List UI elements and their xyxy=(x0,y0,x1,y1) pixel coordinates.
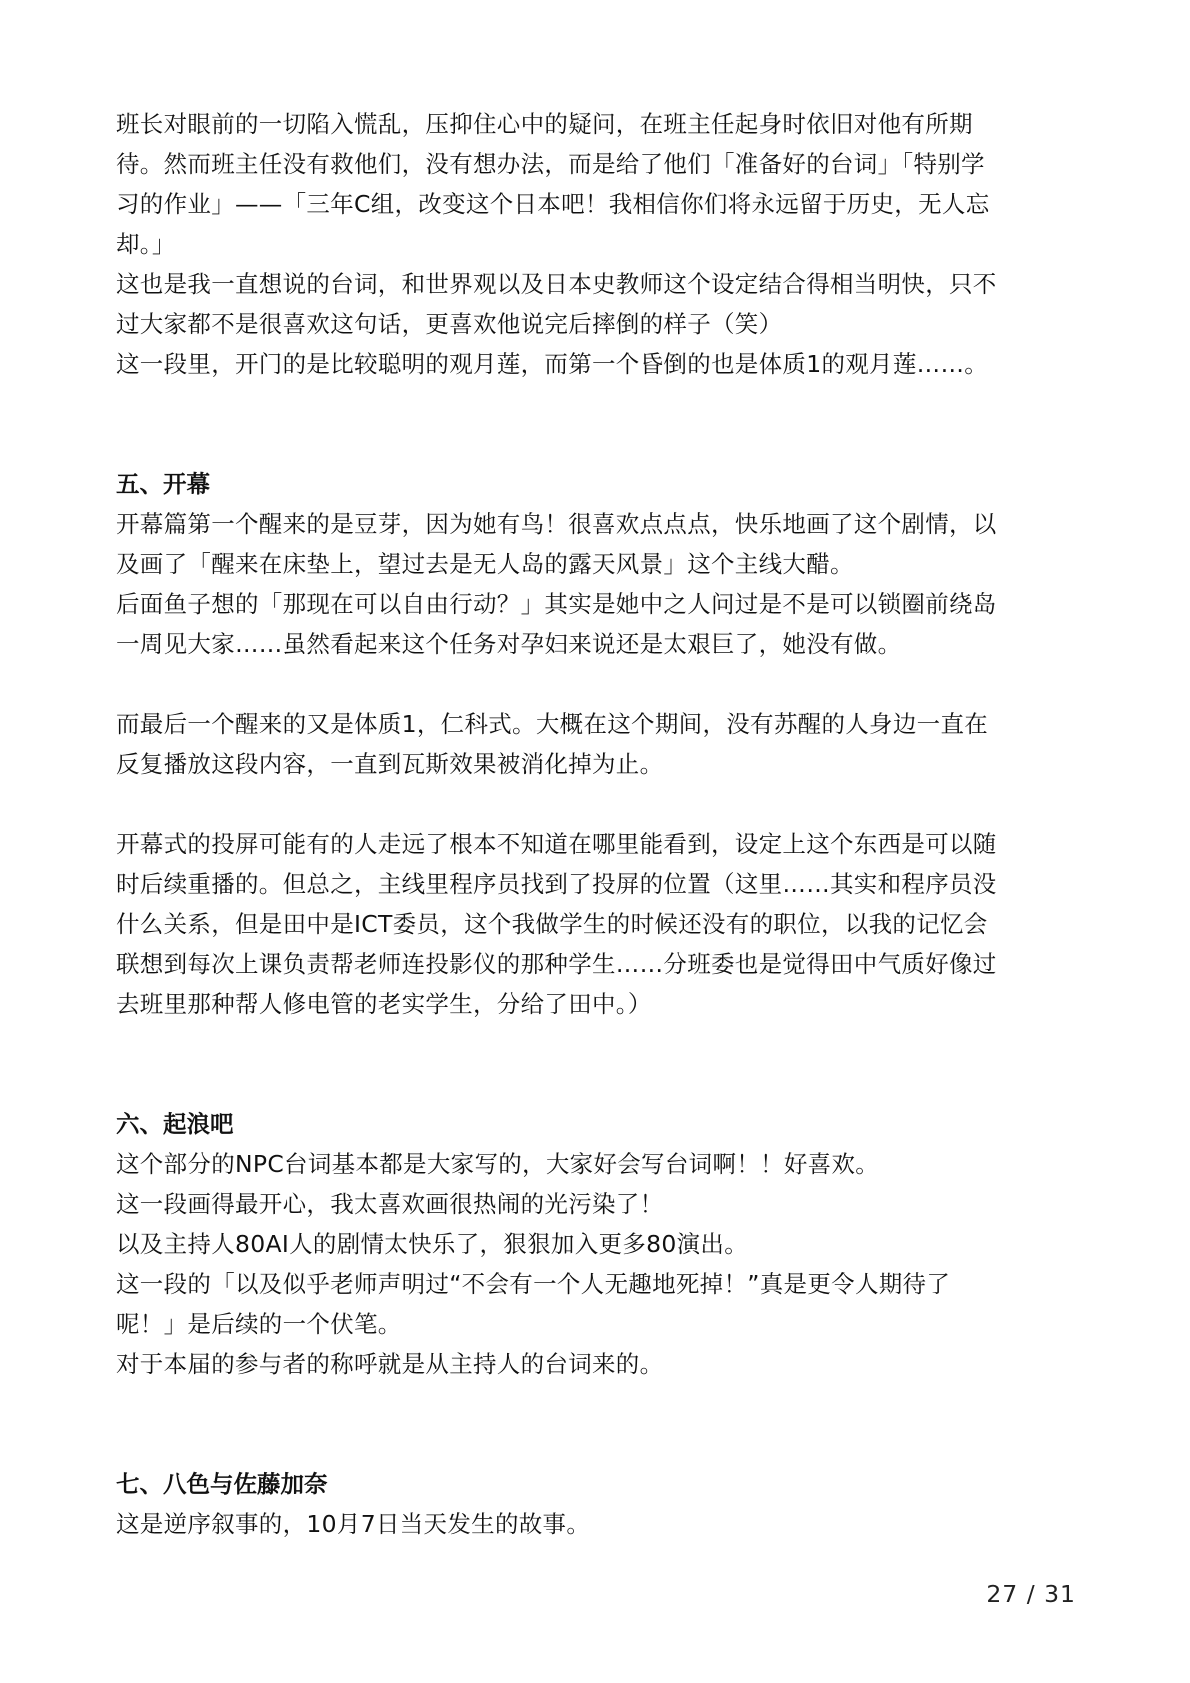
intro-block xyxy=(116,104,1076,384)
text-line: 去班里那种帮人修电管的老实学生，分给了田中。） xyxy=(116,990,652,1018)
text-line: 这也是我一直想说的台词，和世界观以及日本史教师这个设定结合得相当明快，只不 xyxy=(116,270,997,298)
text-line: 及画了「醒来在床垫上，望过去是无人岛的露天风景」这个主线大醋。 xyxy=(116,550,854,578)
text-line: 开幕篇第一个醒来的是豆芽，因为她有鸟！很喜欢点点点，快乐地画了这个剧情，以 xyxy=(116,510,997,538)
section-7 xyxy=(116,1464,1076,1544)
text-line: 什么关系，但是田中是ICT委员，这个我做学生的时候还没有的职位，以我的记忆会 xyxy=(116,910,988,938)
text-line: 却。」 xyxy=(116,230,176,258)
text-line: 开幕式的投屏可能有的人走远了根本不知道在哪里能看到，设定上这个东西是可以随 xyxy=(116,830,997,858)
text-line: 这一段画得最开心，我太喜欢画很热闹的光污染了！ xyxy=(116,1190,664,1218)
document-page xyxy=(116,104,1076,1544)
text-line: 一周见大家……虽然看起来这个任务对孕妇来说还是太艰巨了，她没有做。 xyxy=(116,630,902,658)
page-number: 27 / 31 xyxy=(986,1580,1076,1608)
text-line: 后面鱼子想的「那现在可以自由行动？」其实是她中之人问过是不是可以锁圈前绕岛 xyxy=(116,590,997,618)
text-line: 这个部分的NPC台词基本都是大家写的，大家好会写台词啊！！好喜欢。 xyxy=(116,1150,880,1178)
text-line: 而最后一个醒来的又是体质1，仁科式。大概在这个期间，没有苏醒的人身边一直在 xyxy=(116,710,989,738)
text-line: 联想到每次上课负责帮老师连投影仪的那种学生……分班委也是觉得田中气质好像过 xyxy=(116,950,997,978)
text-line: 时后续重播的。但总之，主线里程序员找到了投屏的位置（这里……其实和程序员没 xyxy=(116,870,997,898)
text-line: 这一段的「以及似乎老师声明过“不会有一个人无趣地死掉！”真是更令人期待了 xyxy=(116,1270,951,1298)
text-line: 待。然而班主任没有救他们，没有想办法，而是给了他们「准备好的台词」「特别学 xyxy=(116,150,985,178)
text-line: 这是逆序叙事的，10月7日当天发生的故事。 xyxy=(116,1510,591,1538)
section-6 xyxy=(116,1104,1076,1384)
text-line: 这一段里，开门的是比较聪明的观月莲，而第一个昏倒的也是体质1的观月莲……。 xyxy=(116,350,989,378)
text-line: 以及主持人80AI人的剧情太快乐了，狠狠加入更多80演出。 xyxy=(116,1230,749,1258)
text-line: 班长对眼前的一切陷入慌乱，压抑住心中的疑问，在班主任起身时依旧对他有所期 xyxy=(116,110,973,138)
section-heading: 六、起浪吧 xyxy=(116,1110,234,1138)
text-line: 反复播放这段内容，一直到瓦斯效果被消化掉为止。 xyxy=(116,750,664,778)
text-line: 习的作业」——「三年C组，改变这个日本吧！我相信你们将永远留于历史，无人忘 xyxy=(116,190,990,218)
section-5 xyxy=(116,464,1076,1024)
text-line: 过大家都不是很喜欢这句话，更喜欢他说完后摔倒的样子（笑） xyxy=(116,310,783,338)
text-line: 呢！」是后续的一个伏笔。 xyxy=(116,1310,402,1338)
text-line: 对于本届的参与者的称呼就是从主持人的台词来的。 xyxy=(116,1350,664,1378)
section-heading: 五、开幕 xyxy=(116,470,210,498)
section-heading: 七、八色与佐藤加奈 xyxy=(116,1470,328,1498)
